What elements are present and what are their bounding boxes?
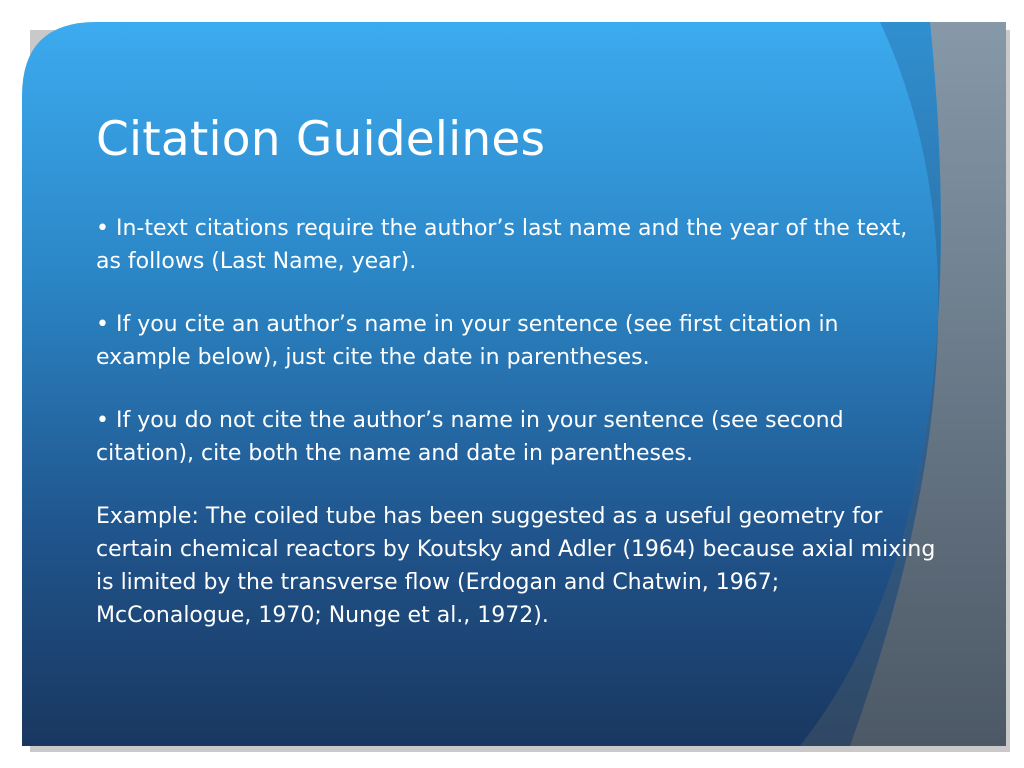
bullet-cite-name-and-date: • If you do not cite the author’s name in your sentence (see second citation), cite both the name and date in parentheses.	[96, 408, 844, 466]
bullet-in-text-citations: • In-text citations require the author’s last name and the year of the text, as follows (Last Name, year).	[96, 216, 908, 274]
slide-body	[96, 212, 936, 632]
example-paragraph: Example: The coiled tube has been suggested as a useful geometry for certain chemical reactors by Koutsky and Adler (1964) because axial mixing is limited by the transverse flow (Erdogan and Chatwin, 1967; McConalogue, 1970; Nunge et al., 1972).	[96, 504, 936, 628]
slide-title: Citation Guidelines	[96, 112, 546, 167]
bullet-cite-author-in-sentence: • If you cite an author’s name in your sentence (see first citation in example below), just cite the date in parentheses.	[96, 312, 839, 370]
